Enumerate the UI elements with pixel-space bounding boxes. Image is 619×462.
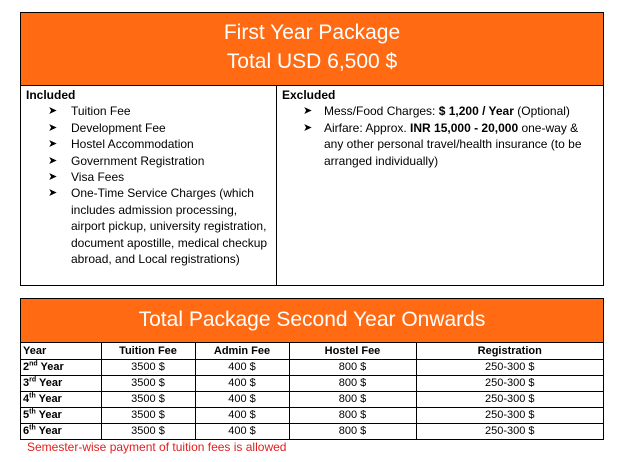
table-row <box>21 407 603 423</box>
registration-cell: 250-300 $ <box>416 423 603 439</box>
year-cell: 6th Year <box>21 423 101 439</box>
arrow-bullet-icon: ➤ <box>48 138 58 151</box>
included-item-label: Government Registration <box>71 153 205 168</box>
arrow-bullet-icon: ➤ <box>303 105 313 118</box>
arrow-bullet-icon: ➤ <box>48 187 58 200</box>
registration-cell: 250-300 $ <box>416 391 603 407</box>
airfare-suffix: one-way & any other personal travel/health insurance (to be arranged individually) <box>324 120 582 168</box>
registration-cell: 250-300 $ <box>416 407 603 423</box>
first-year-package-box <box>20 12 604 286</box>
payment-note: Semester-wise payment of tuition fees is allowed <box>27 440 287 454</box>
excluded-column <box>277 86 603 285</box>
admin-cell: 400 $ <box>195 359 289 375</box>
first-year-header <box>21 13 603 86</box>
included-list <box>26 103 271 267</box>
tuition-cell: 3500 $ <box>101 391 195 407</box>
mess-amount: $ 1,200 / Year <box>438 104 514 119</box>
included-item-label: Visa Fees <box>71 170 125 185</box>
hostel-cell: 800 $ <box>289 391 416 407</box>
admin-cell: 400 $ <box>195 375 289 391</box>
year-cell: 5th Year <box>21 407 101 423</box>
excluded-list <box>282 103 598 169</box>
tuition-cell: 3500 $ <box>101 407 195 423</box>
arrow-bullet-icon: ➤ <box>303 121 313 134</box>
hostel-cell: 800 $ <box>289 375 416 391</box>
column-header-admin: Admin Fee <box>195 343 289 359</box>
registration-cell: 250-300 $ <box>416 375 603 391</box>
column-header-registration: Registration <box>416 343 603 359</box>
mess-suffix: (Optional) <box>513 104 570 119</box>
included-item-label: Development Fee <box>71 120 166 135</box>
list-item <box>26 153 271 169</box>
list-item <box>282 120 598 169</box>
included-item-label: Hostel Accommodation <box>71 137 194 152</box>
second-year-title: Total Package Second Year Onwards <box>21 299 603 343</box>
table-header-row <box>21 343 603 359</box>
list-item <box>26 103 271 119</box>
list-item <box>26 120 271 136</box>
table-row <box>21 423 603 439</box>
included-item-label: Tuition Fee <box>71 104 131 119</box>
column-header-year: Year <box>21 343 101 359</box>
included-column <box>21 86 277 285</box>
column-header-tuition: Tuition Fee <box>101 343 195 359</box>
year-cell: 2nd Year <box>21 359 101 375</box>
airfare-amount: INR 15,000 - 20,000 <box>410 120 519 135</box>
fee-table <box>21 343 603 440</box>
arrow-bullet-icon: ➤ <box>48 171 58 184</box>
hostel-cell: 800 $ <box>289 407 416 423</box>
column-header-hostel: Hostel Fee <box>289 343 416 359</box>
hostel-cell: 800 $ <box>289 359 416 375</box>
mess-label: Mess/Food Charges: <box>324 104 439 119</box>
included-heading: Included <box>26 88 76 102</box>
airfare-label: Airfare: Approx. <box>324 120 411 135</box>
list-item <box>282 103 598 119</box>
list-item <box>26 185 271 267</box>
table-row <box>21 391 603 407</box>
second-year-package-box <box>20 298 604 440</box>
excluded-heading: Excluded <box>282 88 336 102</box>
table-row <box>21 375 603 391</box>
tuition-cell: 3500 $ <box>101 423 195 439</box>
included-item-label: One-Time Service Charges (which includes admission processing, airport pickup, university registration, document apostille, medical checkup abroad, and Local registrations) <box>71 186 268 267</box>
table-row <box>21 359 603 375</box>
list-item <box>26 169 271 185</box>
hostel-cell: 800 $ <box>289 423 416 439</box>
list-item <box>26 136 271 152</box>
admin-cell: 400 $ <box>195 423 289 439</box>
admin-cell: 400 $ <box>195 407 289 423</box>
first-year-title: First Year Package <box>223 21 401 44</box>
year-cell: 3rd Year <box>21 375 101 391</box>
year-cell: 4th Year <box>21 391 101 407</box>
arrow-bullet-icon: ➤ <box>48 121 58 134</box>
tuition-cell: 3500 $ <box>101 359 195 375</box>
tuition-cell: 3500 $ <box>101 375 195 391</box>
arrow-bullet-icon: ➤ <box>48 154 58 167</box>
package-columns <box>21 86 603 285</box>
admin-cell: 400 $ <box>195 391 289 407</box>
registration-cell: 250-300 $ <box>416 359 603 375</box>
arrow-bullet-icon: ➤ <box>48 105 58 118</box>
first-year-total: Total USD 6,500 $ <box>226 50 398 73</box>
